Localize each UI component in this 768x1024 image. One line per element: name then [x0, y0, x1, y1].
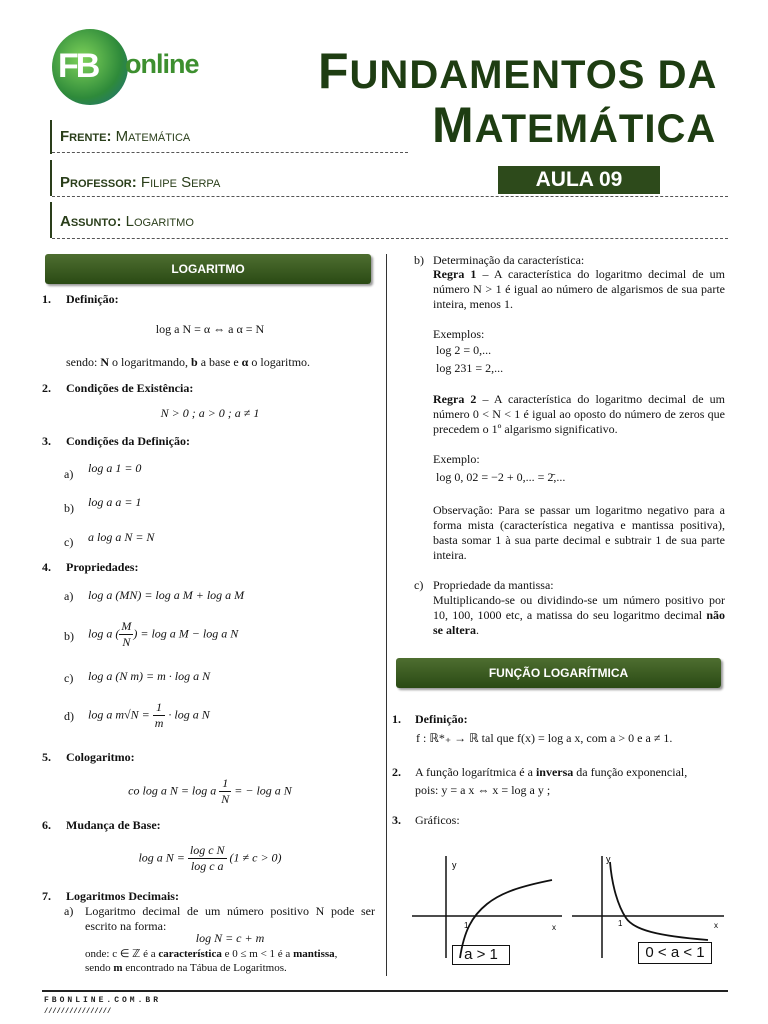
- footer-decoration: ////////////////: [44, 1008, 112, 1016]
- heading-definicao-funcao: Definição:: [415, 712, 468, 726]
- formula-prop-a: log a (MN) = log a M + log a M: [88, 588, 245, 602]
- item-number: 4.: [42, 560, 51, 574]
- text-regra-1: Regra 1 – A característica do logaritmo decimal de um número N > 1 é igual ao número de algarismos de sua parte inteira, menos 1.: [433, 267, 725, 311]
- point-one-label: 1: [464, 921, 469, 930]
- formula-definicao: log a N = α ⇔ a α = N: [155, 322, 265, 336]
- text-inversa: A função logarítmica é a inversa da função exponencial,: [415, 765, 688, 779]
- formula-cond-c: a log a N = N: [88, 530, 155, 544]
- formula-prop-c: log a (N m) = m · log a N: [88, 669, 211, 683]
- text-prop-mantissa: Propriedade da mantissa:: [433, 578, 554, 592]
- meta-bar-frente: [50, 120, 52, 154]
- meta-bar-assunto: [50, 202, 52, 238]
- section-header-funcao-logaritmica: FUNÇÃO LOGARÍTMICA: [396, 658, 721, 688]
- meta-frente: Frente: Matemática: [60, 128, 191, 145]
- item-label: b): [64, 629, 74, 643]
- point-one-label: 1: [618, 919, 623, 928]
- y-label: y: [606, 854, 611, 864]
- formula-inversa: pois: y = a x ⇔ x = log a y ;: [415, 783, 551, 797]
- divider: [52, 238, 728, 239]
- label-exemplo: Exemplo:: [433, 452, 480, 466]
- item-number: 6.: [42, 818, 51, 832]
- item-label: d): [64, 709, 74, 723]
- label-exemplos: Exemplos:: [433, 327, 485, 341]
- text-definicao: sendo: N o logaritmando, b a base e α o logaritmo.: [66, 355, 311, 369]
- formula-prop-d: log a m√N = $\frac{1}{m}$ · log a N: [88, 700, 210, 730]
- item-number: 3.: [42, 434, 51, 448]
- item-label: c): [414, 578, 424, 592]
- logo-online-text: online: [125, 49, 199, 79]
- formula-condicoes: N > 0 ; a > 0 ; a ≠ 1: [160, 406, 260, 420]
- item-number: 1.: [42, 292, 51, 306]
- log-curve: [610, 862, 708, 940]
- text-log-decimal: Logaritmo decimal de um número positivo N pode ser escrito na forma:: [85, 904, 375, 933]
- formula-cond-a: log a 1 = 0: [88, 461, 142, 475]
- item-label: a): [64, 904, 74, 918]
- heading-condicoes-existencia: Condições de Existência:: [66, 381, 194, 395]
- caption-a-greater-1: a > 1: [452, 945, 510, 965]
- logo-fb-mark: FB: [58, 47, 98, 85]
- item-number: 1.: [392, 712, 401, 726]
- item-label: a): [64, 589, 74, 603]
- caption-a-between-0-1: 0 < a < 1: [638, 942, 712, 964]
- heading-graficos: Gráficos:: [415, 813, 460, 827]
- item-number: 7.: [42, 889, 51, 903]
- heading-mudanca-base: Mudança de Base:: [66, 818, 161, 832]
- item-label: b): [64, 501, 74, 515]
- item-label: a): [64, 467, 74, 481]
- heading-logaritmos-decimais: Logaritmos Decimais:: [66, 889, 179, 903]
- column-divider: [386, 254, 387, 976]
- divider: [52, 196, 728, 197]
- formula-cologaritmo: co log a N = log a $\frac{1}{N}$ = − log a N: [128, 776, 292, 806]
- divider: [52, 152, 408, 153]
- item-number: 2.: [392, 765, 401, 779]
- meta-assunto: Assunto: Logaritmo: [60, 213, 194, 230]
- heading-cologaritmo: Cologaritmo:: [66, 750, 135, 764]
- item-number: 5.: [42, 750, 51, 764]
- text-determinacao: Determinação da característica:: [433, 253, 585, 267]
- text-sendo: sendo m encontrado na Tábua de Logaritmos.: [85, 962, 287, 974]
- title-line-1: FUNDAMENTOS DA: [318, 43, 718, 99]
- footer-site: FBONLINE.COM.BR: [44, 996, 162, 1005]
- formula-prop-b: log a ( $\frac{M}{N}$ ) = log a M − log a N: [88, 619, 239, 649]
- meta-bar-professor: [50, 160, 52, 196]
- aula-badge: AULA 09: [498, 166, 660, 194]
- title-line-2: MATEMÁTICA: [432, 97, 717, 153]
- text-regra-2: Regra 2 – A característica do logaritmo decimal de um número 0 < N < 1 é igual ao oposto do número de zeros que precedem o 1º algarismo significativo.: [433, 392, 725, 436]
- heading-definicao: Definição:: [66, 292, 119, 306]
- item-number: 3.: [392, 813, 401, 827]
- formula-log-decimal: log N = c + m: [195, 931, 265, 945]
- heading-condicoes-definicao: Condições da Definição:: [66, 434, 190, 448]
- formula-mudanca-base: log a N = $\frac{\text{log c N}}{\text{log c a}}$ (1 ≠ c > 0): [138, 843, 282, 873]
- x-label: x: [552, 923, 556, 932]
- section-header-logaritmo: LOGARITMO: [45, 254, 371, 284]
- footer-rule: [42, 990, 728, 992]
- example-2: log 231 = 2,...: [436, 361, 504, 375]
- formula-cond-b: log a a = 1: [88, 495, 142, 509]
- example-3: log 0, 02 = −2 + 0,... = 2̄,...: [436, 470, 566, 484]
- item-label: b): [414, 253, 424, 267]
- heading-propriedades: Propriedades:: [66, 560, 139, 574]
- item-number: 2.: [42, 381, 51, 395]
- example-1: log 2 = 0,...: [436, 343, 492, 357]
- item-label: c): [64, 535, 74, 549]
- x-label: x: [714, 921, 718, 930]
- text-mantissa: Multiplicando-se ou dividindo-se um número positivo por 10, 100, 1000 etc, a matissa do seu logaritmo decimal não se altera.: [433, 593, 725, 637]
- meta-professor: Professor: Filipe Serpa: [60, 174, 221, 191]
- text-onde: onde: c ∈ ℤ é a característica e 0 ≤ m < 1 é a mantissa,: [85, 948, 338, 960]
- item-label: c): [64, 671, 74, 685]
- text-observacao: Observação: Para se passar um logaritmo negativo para a forma mista (característica negativa e mantissa positiva), basta somar 1 à sua parte decimal e subtrair 1 de sua parte inteira.: [433, 503, 725, 562]
- y-label: y: [452, 860, 457, 870]
- formula-definicao-funcao: f : ℝ*₊ → ℝ tal que f(x) = log a x, com a > 0 e a ≠ 1.: [416, 731, 673, 745]
